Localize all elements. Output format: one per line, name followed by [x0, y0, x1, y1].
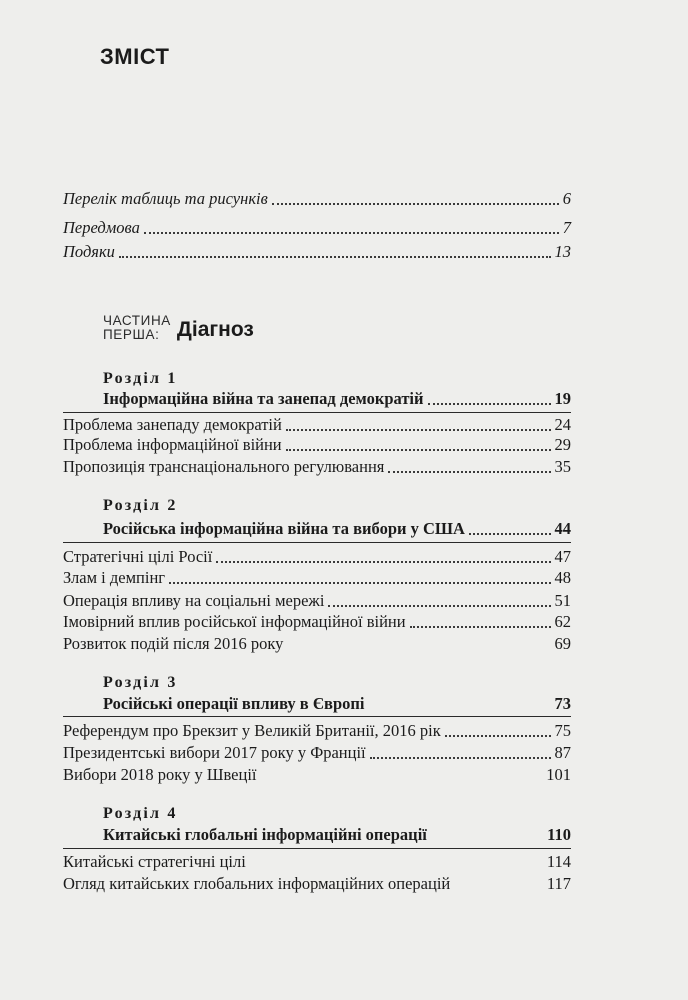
toc-entry-section[interactable] [63, 415, 571, 435]
toc-entry-title: Російська інформаційна війна та вибори у США [103, 519, 465, 538]
leader-dots [169, 581, 550, 584]
chapter-label: Розділ 1 [103, 370, 178, 387]
toc-entry-page: 7 [562, 218, 571, 237]
toc-entry-title: Пропозиція транснаціонального регулювання [63, 457, 385, 476]
toc-entry-page: 47 [554, 547, 571, 566]
leader-dots [119, 255, 551, 258]
part-label [103, 314, 171, 342]
chapter-title-entry[interactable] [103, 389, 571, 409]
toc-entry-title: Інформаційна війна та занепад демократій [103, 389, 424, 408]
toc-entry-title: Президентські вибори 2017 року у Франції [63, 743, 366, 762]
chapter-title-entry[interactable] [103, 519, 571, 539]
leader-dots [388, 470, 550, 473]
leader-dots [469, 532, 551, 535]
toc-entry-section[interactable] [63, 591, 571, 611]
toc-entry-preface[interactable] [63, 218, 571, 238]
toc-entry-page: 13 [554, 242, 571, 261]
leader-dots [144, 231, 559, 234]
leader-dots [328, 604, 550, 607]
toc-entry-title: Референдум про Брекзит у Великій Британії, 2016 рік [63, 721, 441, 740]
toc-entry-page: 114 [546, 852, 571, 871]
toc-entry-section[interactable] [63, 634, 571, 654]
toc-entry-section[interactable] [63, 435, 571, 455]
toc-entry-section[interactable] [63, 457, 571, 477]
toc-entry-section[interactable] [63, 852, 571, 872]
toc-entry-page: 19 [554, 389, 571, 408]
toc-entry-title: Огляд китайських глобальних інформаційних операцій [63, 874, 451, 893]
toc-entry-page: 110 [547, 825, 571, 844]
chapter-label: Розділ 4 [103, 805, 178, 822]
leader-dots [286, 448, 551, 451]
toc-entry-section[interactable] [63, 765, 571, 785]
toc-entry-title: Імовірний вплив російської інформаційної війни [63, 612, 406, 631]
toc-entry-page: 6 [562, 189, 571, 208]
toc-entry-title: Вибори 2018 року у Швеції [63, 765, 257, 784]
toc-entry-title: Проблема інформаційної війни [63, 435, 282, 454]
toc-entry-page: 35 [554, 457, 571, 476]
toc-entry-page: 24 [554, 415, 571, 434]
toc-entry-page: 69 [554, 634, 571, 653]
leader-dots [410, 625, 551, 628]
part-label-line2: ПЕРША: [103, 327, 160, 342]
leader-dots [370, 756, 551, 759]
chapter-rule [63, 848, 571, 849]
chapter-rule [63, 716, 571, 717]
toc-entry-title: Російські операції впливу в Європі [103, 694, 365, 713]
toc-entry-title: Подяки [63, 242, 115, 261]
toc-entry-page: 48 [554, 568, 571, 587]
leader-dots [286, 428, 551, 431]
toc-entry-section[interactable] [63, 721, 571, 741]
toc-entry-page: 44 [554, 519, 571, 538]
toc-entry-title: Розвиток подій після 2016 року [63, 634, 284, 653]
chapter-rule [63, 412, 571, 413]
leader-dots [216, 560, 550, 563]
page-title: ЗМІСТ [100, 44, 170, 69]
toc-entry-title: Китайські глобальні інформаційні операції [103, 825, 427, 844]
chapter-title-entry[interactable] [103, 694, 571, 714]
chapter-label: Розділ 3 [103, 674, 178, 691]
part-name: Діагноз [176, 318, 254, 341]
toc-entry-title: Стратегічні цілі Росії [63, 547, 213, 566]
chapter-title-entry[interactable] [103, 825, 571, 845]
toc-entry-section[interactable] [63, 743, 571, 763]
chapter-label: Розділ 2 [103, 497, 178, 514]
toc-entry-page: 62 [554, 612, 571, 631]
toc-entry-page: 73 [554, 694, 571, 713]
toc-entry-page: 117 [546, 874, 571, 893]
chapter-rule [63, 542, 571, 543]
toc-entry-section[interactable] [63, 612, 571, 632]
part-heading [103, 314, 254, 342]
leader-dots [272, 202, 559, 205]
toc-entry-page: 29 [554, 435, 571, 454]
toc-entry-section[interactable] [63, 547, 571, 567]
toc-entry-acknowledgements[interactable] [63, 242, 571, 262]
toc-entry-section[interactable] [63, 874, 571, 894]
toc-entry-title: Передмова [63, 218, 140, 237]
toc-entry-page: 51 [554, 591, 571, 610]
toc-entry-title: Проблема занепаду демократій [63, 415, 282, 434]
toc-entry-page: 75 [554, 721, 571, 740]
leader-dots [445, 734, 551, 737]
toc-entry-page: 101 [546, 765, 571, 784]
toc-entry-title: Злам і демпінг [63, 568, 166, 587]
toc-entry-figures[interactable] [63, 189, 571, 209]
toc-entry-title: Операція впливу на соціальні мережі [63, 591, 325, 610]
leader-dots [428, 402, 551, 405]
toc-entry-title: Перелік таблиць та рисунків [63, 189, 268, 208]
toc-entry-title: Китайські стратегічні цілі [63, 852, 246, 871]
toc-entry-section[interactable] [63, 568, 571, 588]
toc-entry-page: 87 [554, 743, 571, 762]
part-label-line1: ЧАСТИНА [103, 313, 171, 328]
